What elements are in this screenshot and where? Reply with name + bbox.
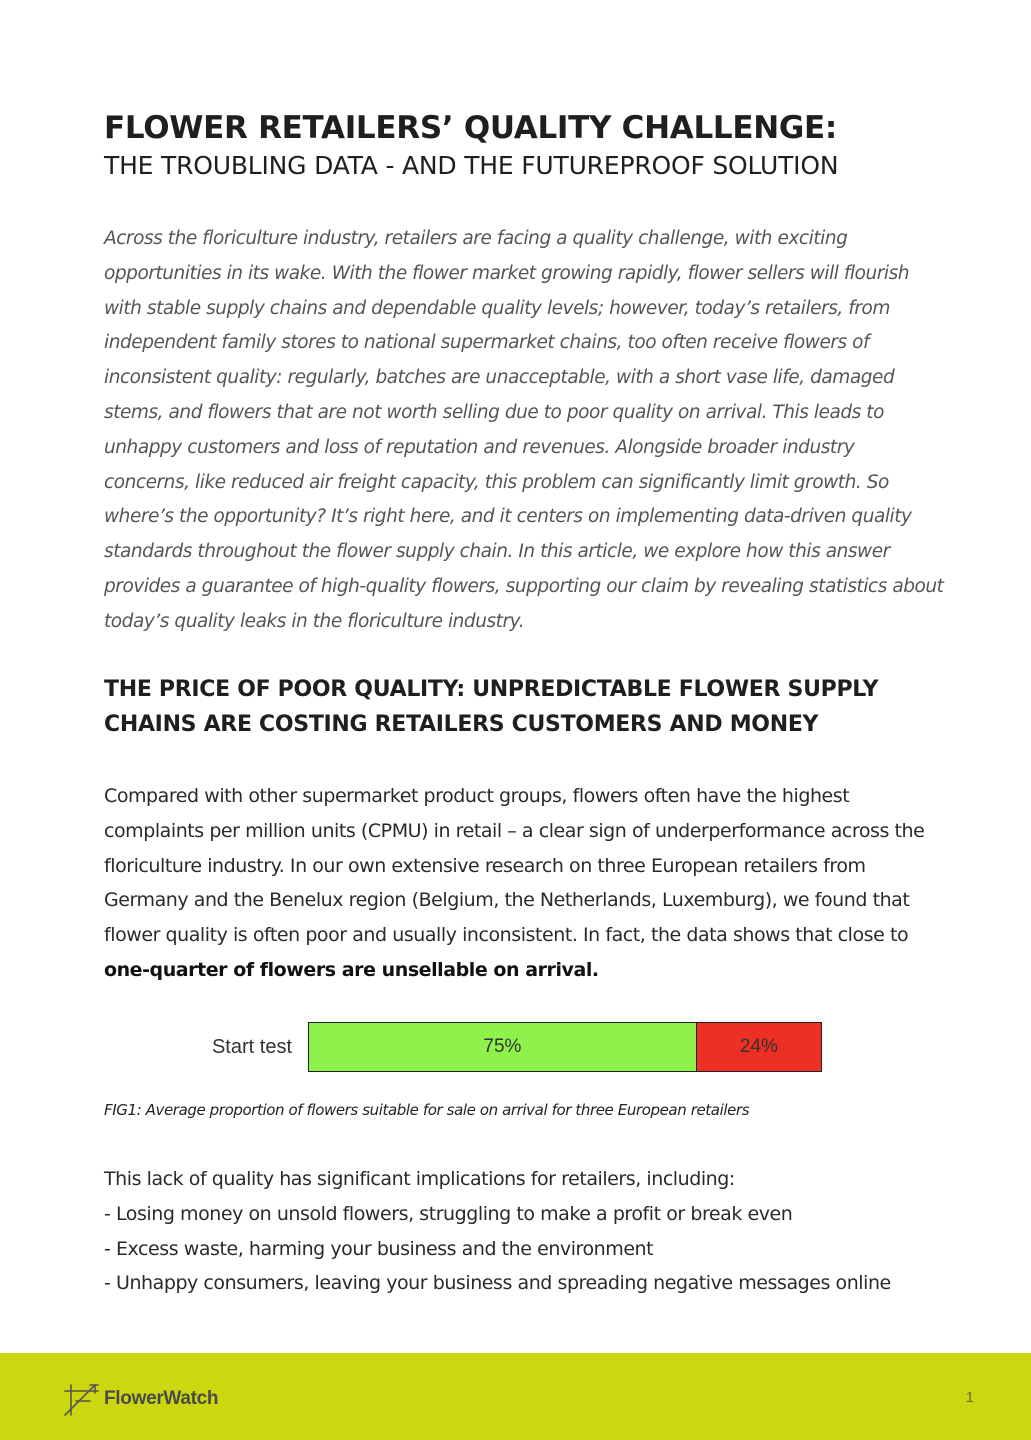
implications-intro: This lack of quality has significant implications for retailers, including: <box>104 1168 735 1190</box>
flowerwatch-logo-icon <box>62 1381 104 1417</box>
flowerwatch-logo <box>62 1381 218 1417</box>
document-subtitle: THE TROUBLING DATA - AND THE FUTUREPROOF SOLUTION <box>104 151 839 180</box>
intro-paragraph: Across the floriculture industry, retailers are facing a quality challenge, with exciting opportunities in its wake. With the flower market growing rapidly, flower sellers will flourish with stable supply chains and dependable quality levels; however, today’s retailers, from independent family stores to national supermarket chains, too often receive flowers of inconsistent quality: regularly, batches are unacceptable, with a short vase life, damaged stems, and flowers that are not worth selling due to poor quality on arrival. This leads to unhappy customers and loss of reputation and revenues. Alongside broader industry concerns, like reduced air freight capacity, this problem can significantly limit growth. So where’s the opportunity? It’s right here, and it centers on implementing data-driven quality standards throughout the flower supply chain. In this article, we explore how this answer provides a guarantee of high-quality flowers, supporting our claim by revealing statistics about today’s quality leaks in the floriculture industry. <box>104 228 944 632</box>
bar-track <box>308 1022 822 1072</box>
document-title: FLOWER RETAILERS’ QUALITY CHALLENGE: <box>104 110 837 146</box>
body-paragraph <box>104 779 944 988</box>
bar-unsellable-label: 24% <box>739 1036 778 1057</box>
body-text: Compared with other supermarket product groups, flowers often have the highest complaints per million units (CPMU) in retail – a clear sign of underperformance across the floriculture industry. In our own extensive research on three European retailers from Germany and the Benelux region (Belgium, the Netherlands, Luxemburg), we found that flower quality is often poor and usually inconsistent. In fact, the data shows that close to <box>104 785 925 947</box>
logo-text: FlowerWatch <box>104 1388 219 1409</box>
page-footer <box>0 1353 1031 1440</box>
body-bold-text: one-quarter of flowers are unsellable on arrival. <box>104 958 599 981</box>
chart-category-label: Start test <box>211 1035 292 1058</box>
stacked-bar-chart <box>180 1022 840 1072</box>
list-item: - Losing money on unsold flowers, struggling to make a profit or break even <box>104 1202 793 1225</box>
bar-suitable <box>309 1023 697 1071</box>
list-item: - Excess waste, harming your business and the environment <box>104 1237 654 1260</box>
figure-caption: FIG1: Average proportion of flowers suitable for sale on arrival for three European retailers <box>104 1101 750 1119</box>
list-item: - Unhappy consumers, leaving your business and spreading negative messages online <box>104 1272 891 1295</box>
bar-unsellable <box>697 1023 821 1071</box>
section-heading: THE PRICE OF POOR QUALITY: UNPREDICTABLE FLOWER SUPPLY CHAINS ARE COSTING RETAILERS CUSTOMERS AND MONEY <box>104 677 879 737</box>
page-number: 1 <box>965 1389 974 1406</box>
bar-suitable-label: 75% <box>483 1036 522 1057</box>
implications-list <box>104 1162 964 1301</box>
